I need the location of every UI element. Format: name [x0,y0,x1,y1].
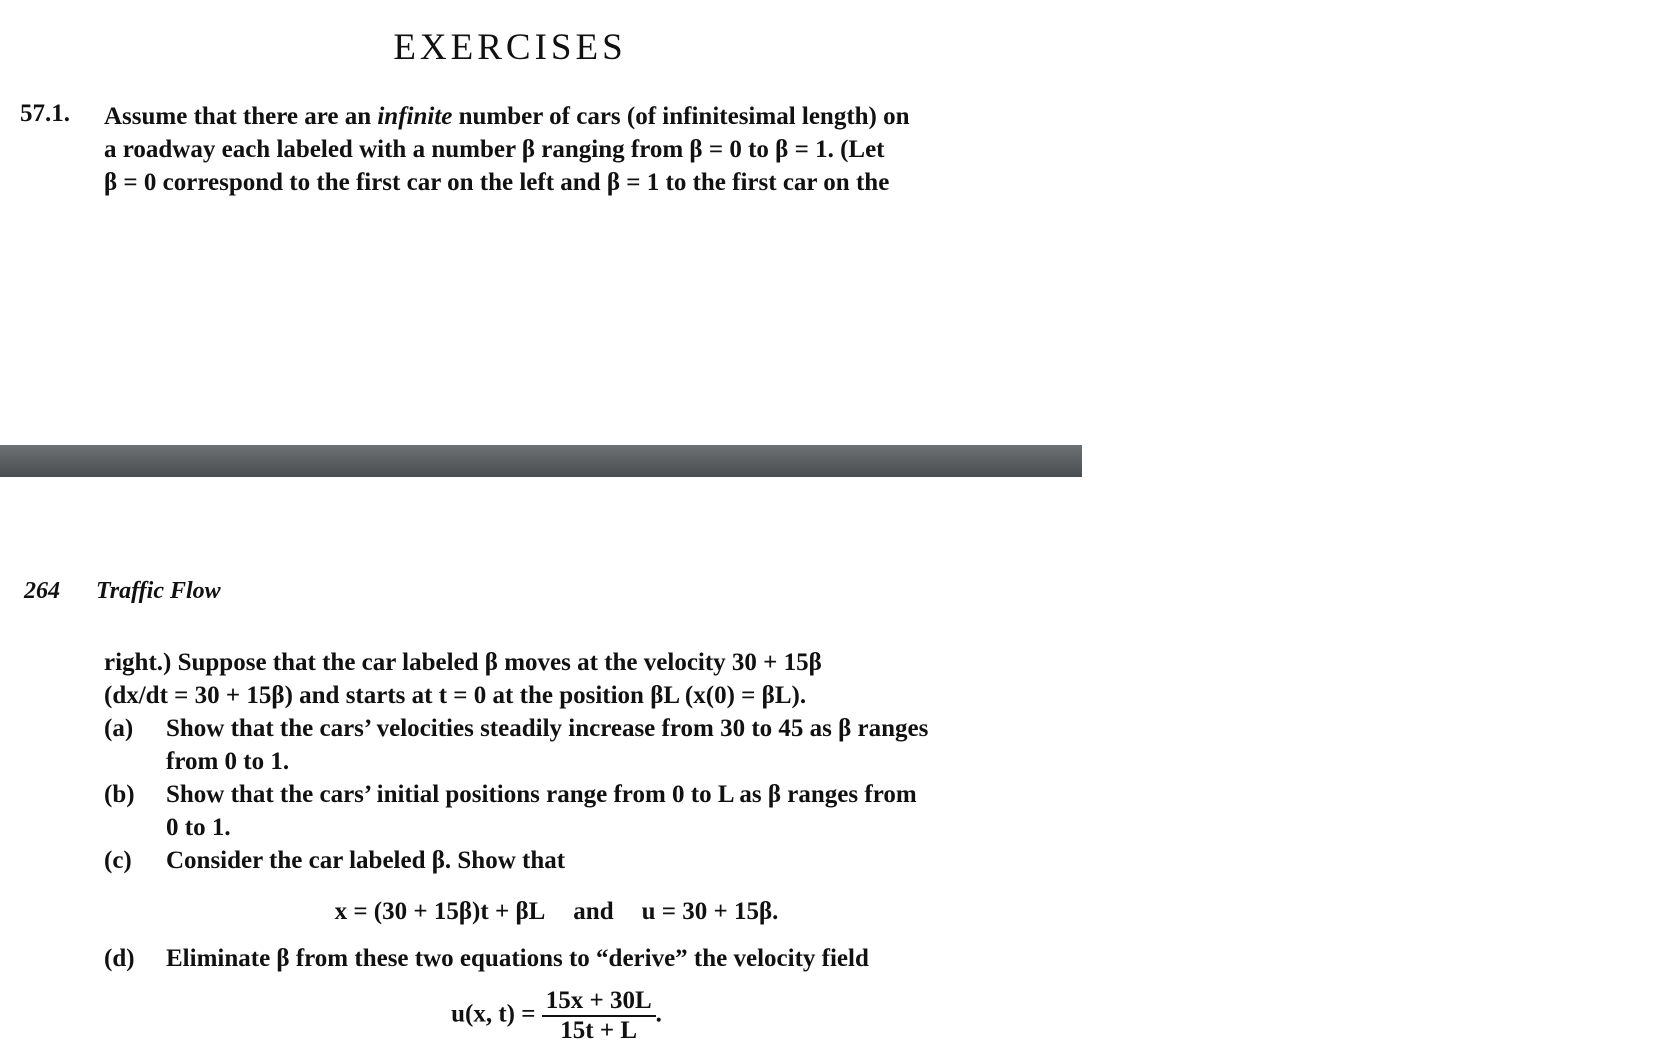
exercise-line-2: a roadway each labeled with a number β ranging from β = 0 to β = 1. (Let [104,136,885,163]
section-heading: EXERCISES [393,27,627,68]
part-a-label: (a) [104,715,134,742]
page-number: 264 [24,578,60,604]
part-d-body: Eliminate β from these two equations to “derive” the velocity field [166,945,869,972]
page-bottom-excerpt [0,478,1082,1050]
formula-lhs: u(x, t) = [451,1000,536,1028]
part-c-label: (c) [104,847,132,874]
emphasis-infinite: infinite [377,103,453,130]
velocity-field-formula [104,987,1009,1045]
part-b [104,778,1009,844]
running-title: Traffic Flow [96,578,221,604]
running-head [24,578,221,605]
part-d [104,942,1009,975]
formula-numerator: 15x + 30L [542,987,656,1017]
part-d-label: (d) [104,945,135,972]
part-b-body: Show that the cars’ initial positions range from 0 to L as β ranges from 0 to 1. [166,781,917,841]
continuation-line-2: (dx/dt = 30 + 15β) and starts at t = 0 at the position βL (x(0) = βL). [104,682,807,709]
exercise-text [104,100,1004,199]
equation-c-joiner: and [573,898,614,925]
equation-c-left: x = (30 + 15β)t + βL [334,898,546,925]
part-b-label: (b) [104,781,135,808]
part-a-body: Show that the cars’ velocities steadily increase from 30 to 45 as β ranges from 0 to 1. [166,715,929,775]
equation-c-right: u = 30 + 15β. [641,898,779,925]
formula-fraction [542,987,656,1045]
page-break-bar [0,445,1082,477]
formula-denominator: 15t + L [560,1017,638,1044]
exercise-continuation [104,646,1009,1045]
exercise-line-1: Assume that there are an infinite number of cars (of infinitesimal length) on [104,103,910,130]
exercise-line-3: β = 0 correspond to the first car on the left and β = 1 to the first car on the [104,169,890,196]
part-c [104,844,1009,877]
exercise-number: 57.1. [20,100,70,127]
equation-c [104,895,1009,928]
page-top-excerpt [0,0,1082,444]
formula-end: . [655,1000,662,1028]
continuation-line-1: right.) Suppose that the car labeled β moves at the velocity 30 + 15β [104,649,822,676]
part-c-body: Consider the car labeled β. Show that [166,847,566,874]
part-a [104,712,1009,778]
